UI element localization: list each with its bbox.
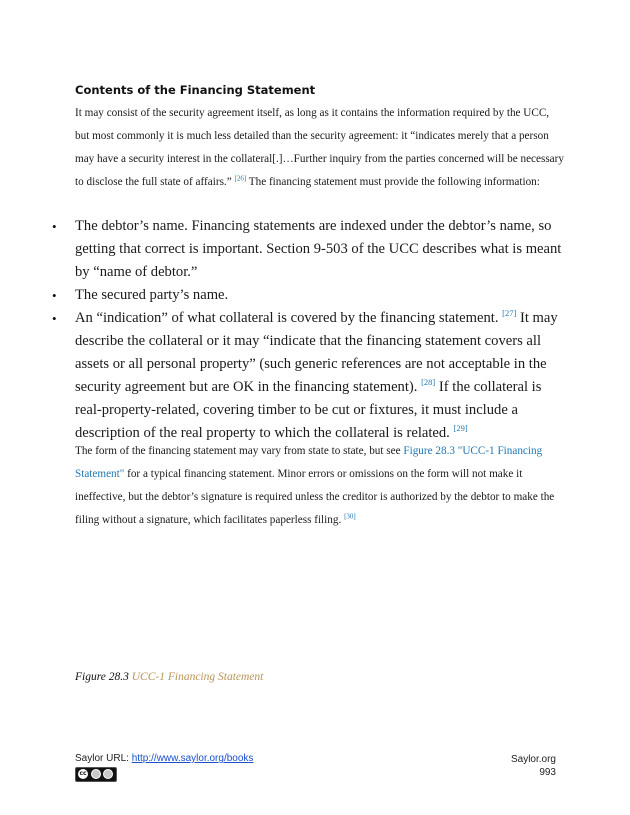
bullet-icon: • [52,311,57,326]
list-item-text-continued: It may describe the collateral or it may “indicate that the financing statement covers all assets or all personal property” (such generic references are not acceptable in the security agreement but are OK in the financing statement). [75,310,558,395]
bullet-icon: • [52,219,57,234]
closing-paragraph [75,440,565,532]
footnote-ref-29[interactable]: [29] [453,423,468,434]
bullet-icon: • [52,288,57,303]
closing-text: The form of the financing statement may vary from state to state, but see [75,445,404,457]
figure-title: UCC-1 Financing Statement [131,671,264,683]
page-number: 993 [539,767,556,778]
cc-logo-icon: cc [79,770,87,777]
footer-page-info [511,753,556,779]
intro-text-continued: The financing statement must provide the following information: [248,176,540,188]
footnote-ref-28[interactable]: [28] [421,377,436,388]
section-heading: Contents of the Financing Statement [75,83,316,97]
list-item [52,284,567,307]
list-item-text: An “indication” of what collateral is covered by the financing statement. [75,310,499,326]
creative-commons-license-icon[interactable] [75,767,117,782]
intro-text: It may consist of the security agreement itself, as long as it contains the information required by the UCC, but most commonly it is much less detailed than the security agreement: it “indicates merely that a person may have a security interest in the collateral[.]…Further inquiry from the parties concerned will be necessary to disclose the full state of affairs.” [75,107,564,188]
footer-url-label: Saylor URL: [75,753,132,764]
figure-caption [75,671,263,683]
figure-link[interactable]: Figure 28.3 "UCC-1 Financing Statement" [75,445,543,480]
list-item [52,307,567,445]
footnote-ref-30[interactable]: [30] [344,512,356,521]
attribution-icon [91,769,101,779]
footer-source [75,753,253,764]
footer-url-link[interactable]: http://www.saylor.org/books [131,753,254,764]
share-alike-icon [103,769,113,779]
requirements-list [52,215,567,445]
list-item-text-continued: If the collateral is real-property-related, covering timber to be cut or fixtures, it must include a description of the real property to which the collateral is related. [75,379,542,441]
footnote-ref-26[interactable]: [26] [234,174,247,183]
closing-text-continued: for a typical financing statement. Minor errors or omissions on the form will not make it ineffective, but the debtor’s signature is required unless the creditor is authorized by the debtor to make the filing without a signature, which facilitates paperless filing. [75,468,555,526]
footnote-ref-27[interactable]: [27] [502,308,517,319]
figure-label: Figure 28.3 [75,671,129,683]
intro-paragraph [75,102,565,194]
list-item-text: The secured party’s name. [75,287,229,303]
list-item [52,215,567,284]
footer-site: Saylor.org [510,754,556,765]
list-item-text: The debtor’s name. Financing statements are indexed under the debtor’s name, so getting that correct is important. Section 9-503 of the UCC describes what is meant by “name of debtor.” [75,218,562,280]
